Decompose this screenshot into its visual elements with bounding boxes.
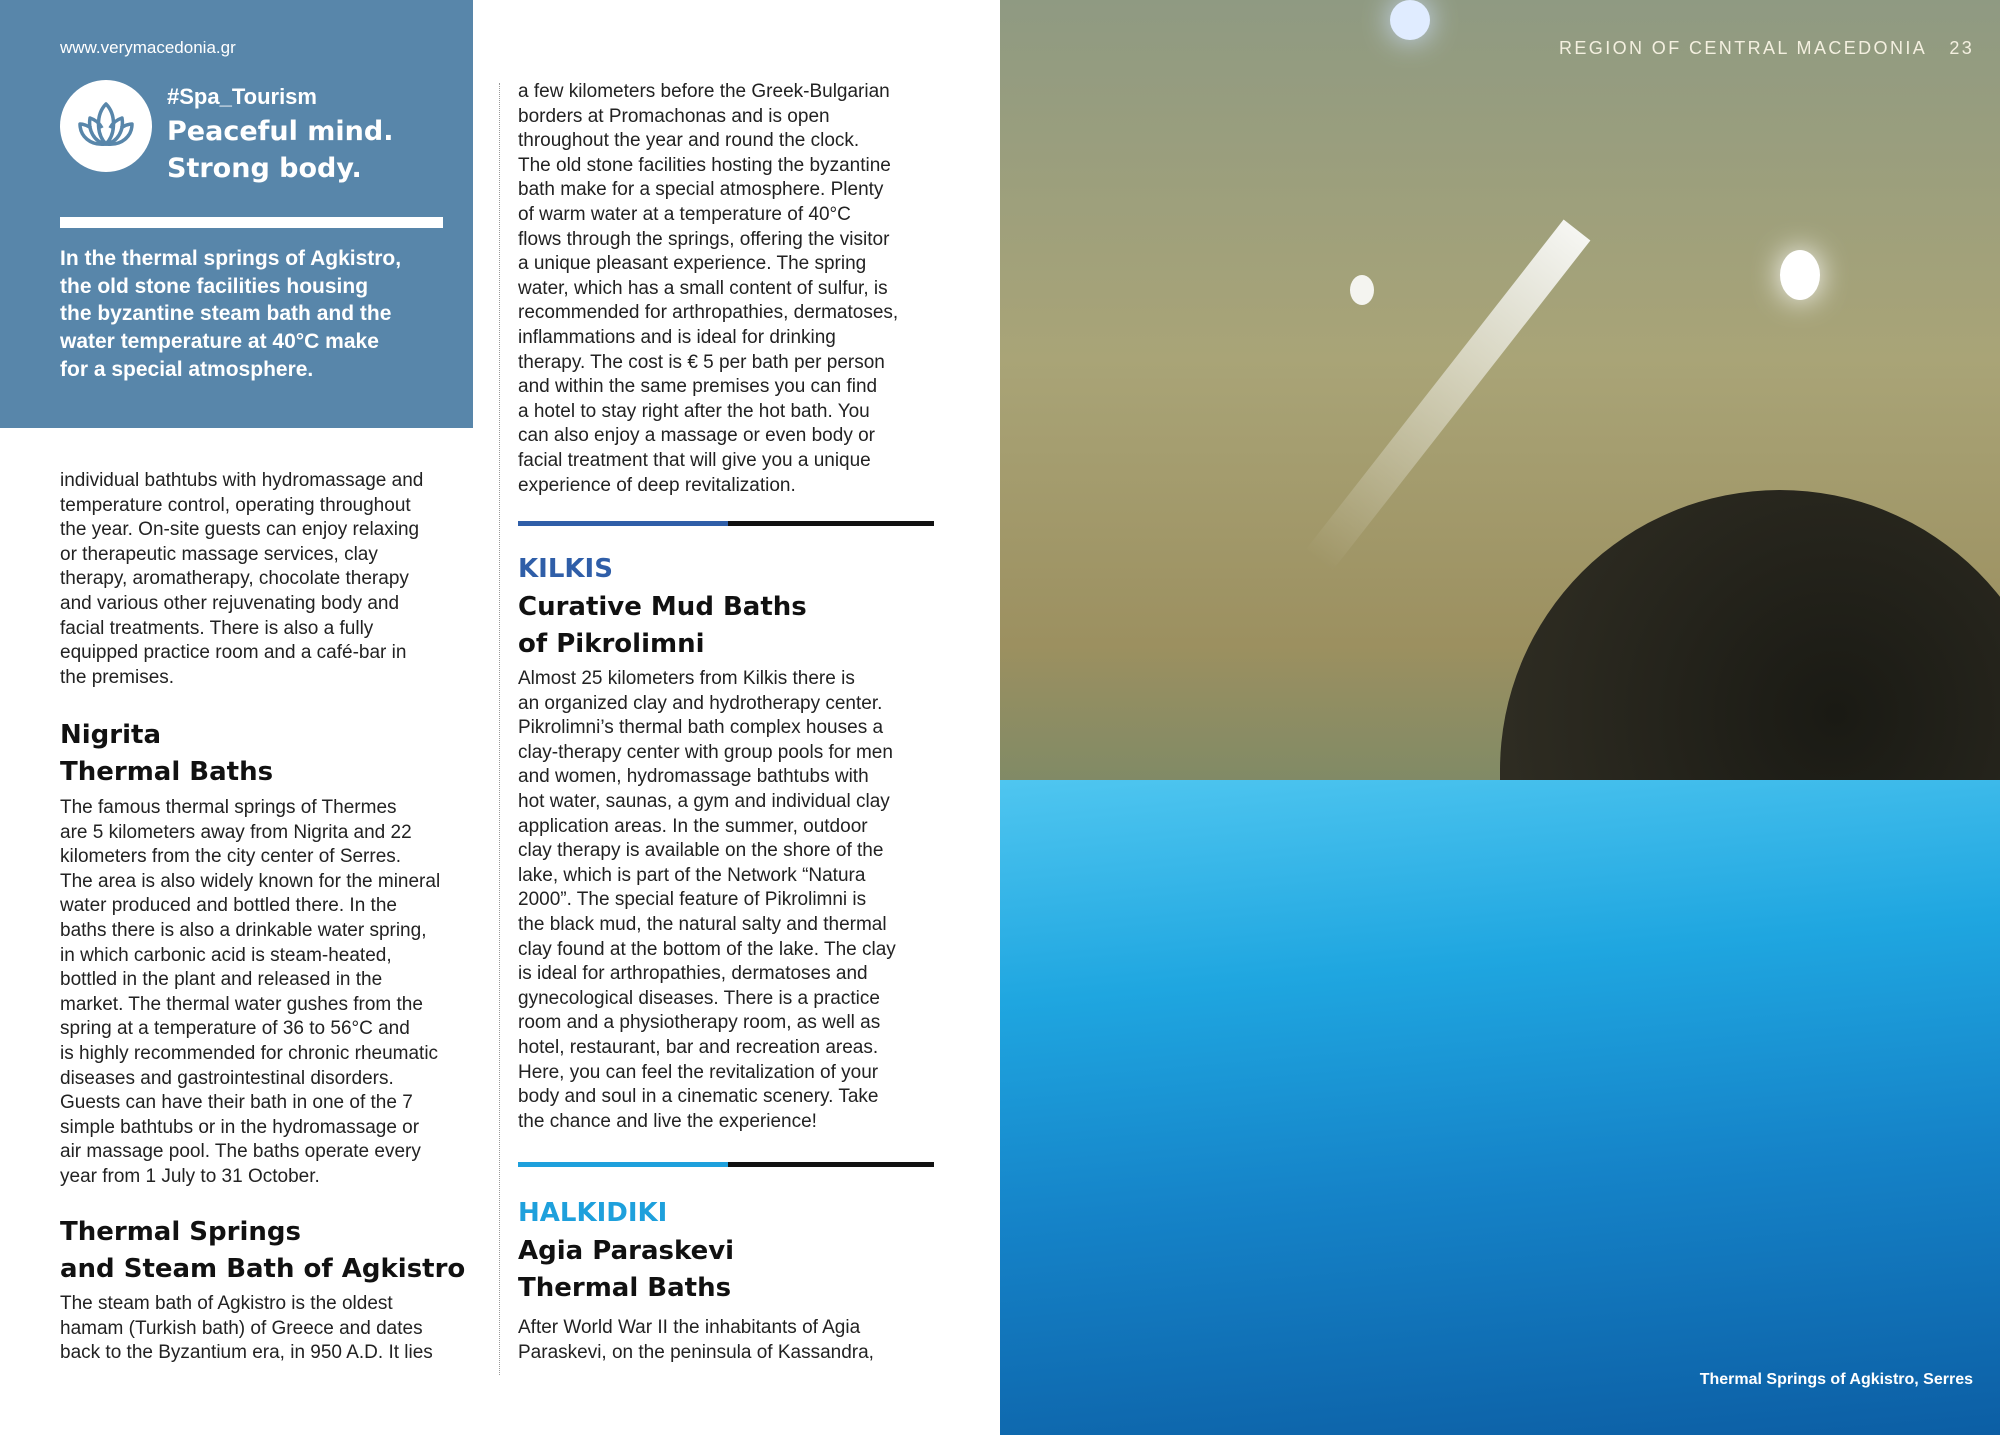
text-line: The area is also widely known for the mineral [60,870,441,892]
text-line: Thermal Baths [60,757,274,787]
photo-caption: Thermal Springs of Agkistro, Serres [1699,1371,1973,1388]
text-line: flows through the springs, offering the visitor [518,228,890,250]
text-line: is ideal for arthropathies, dermatoses and [518,963,868,985]
text-line: Nigrita [60,720,161,750]
text-line: room and a physiotherapy room, as well as [518,1012,881,1034]
text-line: a few kilometers before the Greek-Bulgarian [518,81,890,102]
text-line: Thermal Baths [518,1273,732,1303]
text-line: air massage pool. The baths operate every [60,1141,421,1163]
text-line: individual bathtubs with hydromassage and [60,470,424,491]
text-line: baths there is also a drinkable water spring, [60,919,427,941]
text-line: water produced and bottled there. In the [60,895,397,917]
text-line: The famous thermal springs of Thermes [60,797,397,818]
text-line: the old stone facilities housing [60,274,369,298]
text-line: diseases and gastrointestinal disorders. [60,1067,394,1089]
text-line: of Pikrolimni [518,629,705,659]
kilkis-heading [518,589,807,663]
text-line: for a special atmosphere. [60,357,314,381]
intro-paragraph [60,469,423,690]
text-line: Almost 25 kilometers from Kilkis there is [518,668,855,689]
text-line: Guests can have their bath in one of the 7 [60,1092,413,1114]
text-line: year from 1 July to 31 October. [60,1165,320,1187]
intro-quote [60,245,401,384]
text-line: bath make for a special atmosphere. Plenty [518,179,884,201]
text-line: body and soul in a cinematic scenery. Take [518,1086,879,1108]
text-line: and various other rejuvenating body and [60,592,400,614]
text-line: facial treatments. There is also a fully [60,617,374,639]
text-line: kilometers from the city center of Serres. [60,846,402,868]
text-line: back to the Byzantium era, in 950 A.D. It lies [60,1342,433,1364]
page-number: 23 [1949,38,1975,58]
text-line: Thermal Springs [60,1217,301,1247]
text-line: simple bathtubs or in the hydromassage or [60,1116,420,1138]
text-line: Pikrolimni’s thermal bath complex houses a [518,717,884,739]
text-line: bottled in the plant and released in the [60,969,383,991]
text-line: experience of deep revitalization. [518,474,796,496]
text-line: lake, which is part of the Network “Natura [518,864,866,886]
text-line: can also enjoy a massage or even body or [518,425,875,447]
thermal-bath-photo [1000,0,2000,1435]
text-line: hotel, restaurant, bar and recreation areas. [518,1036,879,1058]
text-line: equipped practice room and a café-bar in [60,642,407,664]
text-line: an organized clay and hydrotherapy center. [518,692,883,714]
text-line: Peaceful mind. [167,116,394,147]
text-line: and within the same premises you can find [518,376,878,398]
page-header [1559,38,1974,59]
nigrita-heading [60,717,273,791]
text-line: recommended for arthropathies, dermatoses, [518,302,899,324]
text-line: Paraskevi, on the peninsula of Kassandra, [518,1341,874,1363]
text-line: hamam (Turkish bath) of Greece and dates [60,1317,423,1339]
text-line: inflammations and is ideal for drinking [518,326,836,348]
website-url[interactable]: www.verymacedonia.gr [60,38,236,57]
text-line: facial treatment that will give you a unique [518,449,871,471]
text-line: clay-therapy center with group pools for men [518,741,893,763]
text-line: the byzantine steam bath and the [60,302,392,326]
text-line: Here, you can feel the revitalization of your [518,1061,879,1083]
text-line: a hotel to stay right after the hot bath. You [518,400,870,422]
skylight [1390,0,1430,40]
text-line: a unique pleasant experience. The spring [518,253,867,275]
text-line: is highly recommended for chronic rheumatic [60,1042,439,1064]
hashtag: #Spa_Tourism [167,84,317,109]
text-line: The old stone facilities hosting the byzantine [518,154,891,176]
divider-bar [60,217,443,228]
agkistro-heading [60,1214,465,1288]
text-line: 2000”. The special feature of Pikrolimni is [518,889,867,911]
text-line: application areas. In the summer, outdoor [518,815,868,837]
text-line: the year. On-site guests can enjoy relaxing [60,519,420,541]
column-divider [499,83,500,1375]
text-line: clay found at the bottom of the lake. The clay [518,938,896,960]
pool-water [1000,780,2000,1435]
text-line: spring at a temperature of 36 to 56°C and [60,1018,410,1040]
halkidiki-section-bar [518,1162,934,1167]
skylight [1350,275,1374,305]
light-beam [1305,220,1590,572]
agkistro-paragraph [60,1292,433,1366]
skylight [1780,250,1820,300]
slogan [167,113,393,187]
kilkis-region-label: KILKIS [518,554,613,584]
text-line: gynecological diseases. There is a practice [518,987,880,1009]
text-line: are 5 kilometers away from Nigrita and 22 [60,821,412,843]
text-line: borders at Promachonas and is open [518,105,830,127]
text-line: throughout the year and round the clock. [518,130,860,152]
kilkis-section-bar [518,521,934,526]
text-line: The steam bath of Agkistro is the oldest [60,1293,393,1314]
text-line: therapy, aromatherapy, chocolate therapy [60,568,409,590]
text-line: Strong body. [167,153,362,184]
text-line: market. The thermal water gushes from the [60,993,423,1015]
text-line: Curative Mud Baths [518,592,807,622]
text-line: hot water, saunas, a gym and individual clay [518,790,890,812]
kilkis-paragraph [518,667,896,1134]
text-line: the chance and live the experience! [518,1110,817,1132]
text-line: In the thermal springs of Agkistro, [60,247,402,270]
text-line: and women, hydromassage bathtubs with [518,766,869,788]
agkistro-paragraph-continued [518,80,898,498]
text-line: After World War II the inhabitants of Agia [518,1317,861,1338]
text-line: of warm water at a temperature of 40°C [518,203,851,225]
nigrita-paragraph [60,796,440,1190]
halkidiki-region-label: HALKIDIKI [518,1198,668,1228]
region-title: REGION OF CENTRAL MACEDONIA [1559,38,1928,58]
halkidiki-paragraph [518,1316,874,1365]
text-line: the premises. [60,666,175,688]
text-line: and Steam Bath of Agkistro [60,1254,466,1284]
text-line: in which carbonic acid is steam-heated, [60,944,392,966]
halkidiki-heading [518,1233,734,1307]
text-line: water, which has a small content of sulfur, is [518,277,888,299]
lotus-icon [60,80,152,172]
text-line: the black mud, the natural salty and thermal [518,913,887,935]
text-line: water temperature at 40°C make [60,330,379,354]
text-line: temperature control, operating throughout [60,494,411,516]
text-line: or therapeutic massage services, clay [60,543,378,565]
text-line: therapy. The cost is € 5 per bath per person [518,351,885,373]
text-line: Agia Paraskevi [518,1236,735,1266]
text-line: clay therapy is available on the shore of the [518,840,884,862]
